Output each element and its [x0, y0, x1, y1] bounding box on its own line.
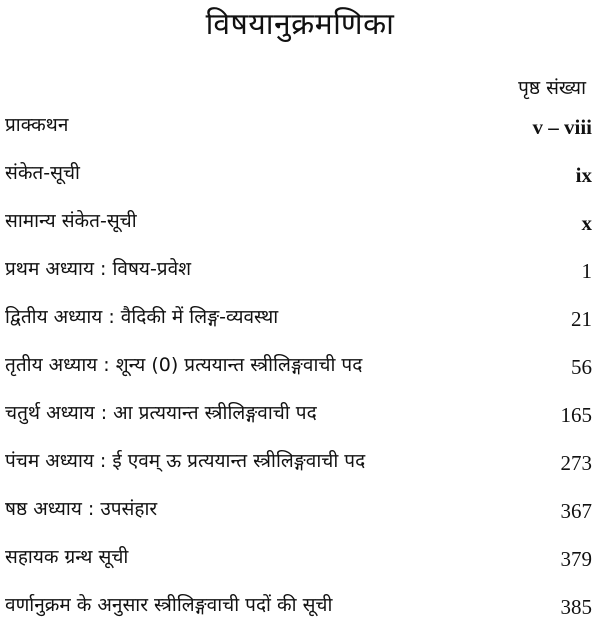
table-of-contents: [0, 110, 600, 638]
toc-page-number: 385: [560, 595, 592, 619]
toc-page-number: 1: [581, 259, 592, 283]
toc-page-number: x: [581, 211, 592, 235]
toc-row-bibliography: [0, 542, 600, 590]
toc-page-number: 21: [571, 307, 592, 331]
toc-entry-label: पंचम अध्याय : ई एवम् ऊ प्रत्ययान्त स्त्रीलिङ्गवाची पद: [5, 450, 366, 472]
page-number-column-header: पृष्ठ संख्या: [518, 77, 586, 99]
toc-entry-label: सहायक ग्रन्थ सूची: [5, 546, 129, 568]
toc-entry-label: संकेत-सूची: [5, 162, 80, 184]
page-title: विषयानुक्रमणिका: [205, 7, 395, 42]
toc-entry-label: षष्ठ अध्याय : उपसंहार: [5, 498, 158, 520]
toc-entry-label: तृतीय अध्याय : शून्य (0) प्रत्ययान्त स्त्रीलिङ्गवाची पद: [5, 354, 363, 376]
toc-row-chapter-1: [0, 254, 600, 302]
toc-row-chapter-6: [0, 494, 600, 542]
toc-entry-label: प्राक्कथन: [5, 114, 69, 136]
toc-page-number: 379: [560, 547, 592, 571]
toc-page-number: v – viii: [532, 115, 592, 139]
toc-row-word-index: [0, 590, 600, 638]
toc-row-general-abbreviations: [0, 206, 600, 254]
toc-row-abbreviations: [0, 158, 600, 206]
toc-page-number: 56: [571, 355, 592, 379]
toc-page-number: 273: [560, 451, 592, 475]
toc-page-number: ix: [575, 163, 592, 187]
toc-page-number: 367: [560, 499, 592, 523]
toc-entry-label: वर्णानुक्रम के अनुसार स्त्रीलिङ्गवाची पदों की सूची: [5, 594, 333, 616]
toc-row-chapter-4: [0, 398, 600, 446]
toc-entry-label: द्वितीय अध्याय : वैदिकी में लिङ्ग-व्यवस्था: [5, 306, 279, 328]
toc-page-number: 165: [560, 403, 592, 427]
toc-entry-label: चतुर्थ अध्याय : आ प्रत्ययान्त स्त्रीलिङ्गवाची पद: [5, 402, 317, 424]
toc-row-chapter-5: [0, 446, 600, 494]
toc-entry-label: प्रथम अध्याय : विषय-प्रवेश: [5, 258, 192, 280]
toc-row-preface: [0, 110, 600, 158]
toc-row-chapter-3: [0, 350, 600, 398]
toc-entry-label: सामान्य संकेत-सूची: [5, 210, 137, 232]
toc-row-chapter-2: [0, 302, 600, 350]
